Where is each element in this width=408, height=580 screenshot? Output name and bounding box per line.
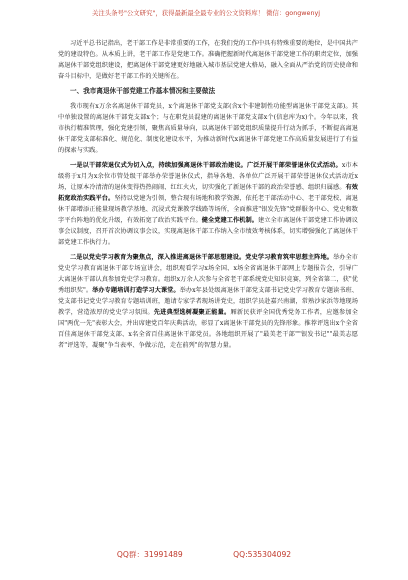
point-1-sub-heading: 有效拓宽政治实践平台。 xyxy=(58,184,359,202)
footer-qq-group: QQ群：31991489 xyxy=(116,550,183,559)
document-body xyxy=(58,38,358,355)
section-heading-1: 一、我市离退休干部党建工作基本情况和主要做法 xyxy=(70,87,216,95)
point-2-text-c: 厢新民获评全国优秀党务工作者，应邀参加全国"两优一先"表彰大会，并出席建党百年庆典活动，彰显了x离退休干部党员的先锋形象。推荐评选出x个全省百佳离退休干部党支部、x名全省百佳离退休干部党员。各地组织开展了"最美老干部""银发书记""最美志愿者"评选等，凝聚"争当表率、争做示范，走在前列"的智慧力量。 xyxy=(58,309,359,349)
paragraph-overview: 我市现有x万余名离退休干部党员，x个离退休干部党支部(含x个非建制性功能型离退休干部党支部)。其中单独设置的离退休干部党支部x个；与在职党员混建的离退休干部党支部x个(信息库为x)个。今年以来，我市执行精准管理，强化党建引领，聚焦高质量导向，以离退休干部党组织质量提升行动为抓手，不断提高离退休干部党支部标准化、规范化、制度化建设水平，为推动新时代x离退休干部党建工作高质量发展进行了有益的探索与实践。 xyxy=(58,103,358,154)
point-1-text-b: 坚持以党建为引领，整合现有场地和教学资源，依托老干部活动中心、老干部党校、离退休干部增添正能量现场教学基地、沉浸式党课教学线路等场所，全面推进"银发先锋"党群服务中心、党史和数字平台阵地的优化升级，有效拓宽了政治实践平台。 xyxy=(58,195,359,224)
paragraph-point-1 xyxy=(58,160,358,248)
point-1-text-c: 建立全市离退休干部党建工作协调议事会议制度，召开首次协调议事会议，实现离退休干部工作纳入全市绩效考核体系，切实增强强化了离退休干部党建工作执行力。 xyxy=(58,217,358,246)
point-2-text-b: 举办x年县处级离退休干部党支部书记党史学习教育专题读书班、党支部书记党史学习教育专题培训班，邀请专家学者现场讲党史，组织学员赴嘉兴南湖，常熟沙家浜等地现场教学，营造浓厚的党史学习氛围。 xyxy=(58,287,359,316)
paragraph-intro: 习近平总书记指出，老干部工作是非常重要的工作，在我们党的工作中具有特殊重要的地位，是中国共产党的建设特色。从本质上讲，老干部工作是党建工作。准确把握新时代离退休干部党建工作的职责定位，加强离退休干部党组织建设，把离退休干部党建更好地融入城市基层党建大格局，融入全面从严治党的历史使命和奋斗目标中，是做好老干部工作的关键所在。 xyxy=(58,40,358,80)
point-2-text: 举办全市党史学习教育离退休干部专场宣讲会，组织观看学习x场全国、x场全省离退休干部网上专题报告会，引导广大离退休干部认真参加党史学习教育。组织x万余人次参与全省老干部系统党史知识竞赛，列全省第二，获"优秀组织奖"。 xyxy=(58,254,358,294)
footer-contact xyxy=(0,549,408,560)
point-1-heading: 一是以干部荣退仪式为切入点，持续加强离退休干部政治建设。广泛开展干部荣誉退休仪式活动。 xyxy=(70,162,342,169)
point-1-sub-heading-2: 健全党建工作机制。 xyxy=(201,217,258,224)
paragraph-point-2 xyxy=(58,252,358,351)
header-banner: 关注头条号"公文研究"，获得最新最全最专业的公文资料库！ 微信：gongwenyj xyxy=(92,9,321,17)
point-2-sub-heading-2: 先进典型选树凝聚正能量。 xyxy=(153,309,231,316)
point-1-text: x市本级将于x月为x余位市管处级干部举办荣誉退休仪式，指导各地、各单位广泛开展干部荣誉退休仪式活动近x场，让原本冷清清的退休变得热热闹闹、红红火火，切实强化了新退休干部的政治荣誉感、组织归属感。 xyxy=(58,162,358,191)
point-2-sub-heading: 举办专题培训打造学习大课堂。 xyxy=(92,287,180,294)
point-2-heading: 二是以党史学习教育为聚焦点，深入推进离退休干部思想建设。党史学习教育筑牢思想主阵地。 xyxy=(70,254,333,261)
footer-qq: QQ:535304092 xyxy=(233,550,292,559)
